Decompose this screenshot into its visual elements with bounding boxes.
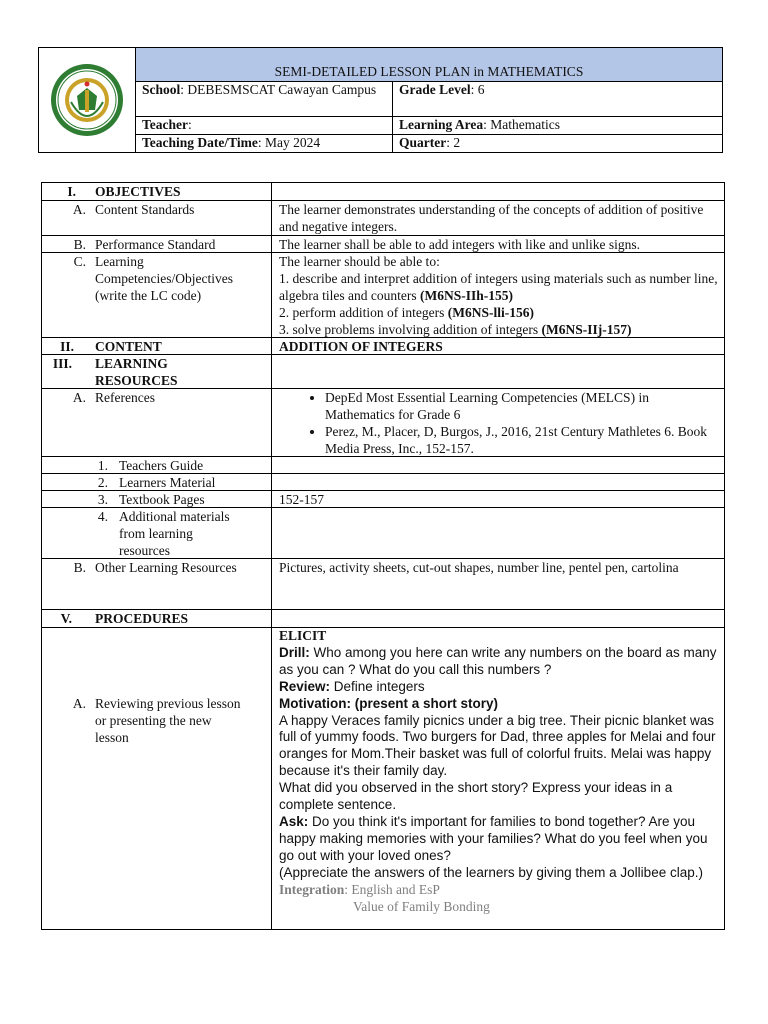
- competencies-intro: The learner should be able to:: [279, 254, 440, 269]
- learners-material-num: 2.: [97, 475, 108, 490]
- procedures-row: [42, 610, 724, 628]
- procedures-num: V.: [60, 611, 72, 626]
- content-standards-num: A.: [72, 202, 86, 217]
- integration-value: Value of Family Bonding: [353, 898, 490, 914]
- other-resources-row: [42, 559, 724, 610]
- objectives-title: OBJECTIVES: [95, 184, 181, 199]
- content-title: CONTENT: [95, 339, 162, 354]
- additional-label-1: Additional materials: [119, 509, 230, 524]
- resources-title-1: LEARNING: [95, 356, 168, 371]
- references-row: [42, 389, 724, 457]
- learning-resources-row: [42, 355, 724, 389]
- teacher-cell: [136, 117, 393, 135]
- resources-num: III.: [52, 356, 72, 371]
- competency-item-2: 2. perform addition of integers (M6NS-lli-156): [279, 305, 534, 320]
- additional-num: 4.: [97, 509, 108, 524]
- teacher-label: Teacher: [142, 117, 188, 132]
- procedures-title: PROCEDURES: [95, 611, 189, 626]
- additional-materials-row: [42, 508, 724, 559]
- performance-standard-text: The learner shall be able to add integers with like and unlike signs.: [279, 237, 641, 252]
- area-label: Learning Area: [399, 117, 484, 132]
- references-list: [279, 389, 719, 457]
- additional-label-3: resources: [119, 543, 170, 558]
- motivation-heading: Motivation: (present a short story): [279, 695, 499, 711]
- content-row: [42, 338, 724, 355]
- drill-label: Drill:: [279, 644, 310, 660]
- review-num: A.: [72, 696, 86, 711]
- references-label: References: [95, 390, 155, 405]
- header-title-cell: [136, 48, 722, 82]
- resources-title-2: RESOURCES: [95, 373, 178, 388]
- content-standards-label: Content Standards: [95, 202, 195, 217]
- ask-text: Do you think it's important for families to bond together? Are you happy making memories with your families? What do you feel when you go out with your loved ones?: [279, 813, 708, 863]
- date-value: : May 2024: [257, 135, 321, 150]
- review-lesson-row: [42, 628, 724, 929]
- textbook-label: Textbook Pages: [119, 492, 205, 507]
- teachers-guide-label: Teachers Guide: [119, 458, 204, 473]
- date-label: Teaching Date/Time: [142, 135, 258, 150]
- integration-line: [279, 882, 719, 899]
- content-text: ADDITION OF INTEGERS: [279, 339, 443, 354]
- competencies-label-1: Learning: [95, 254, 144, 269]
- date-cell: [136, 135, 393, 152]
- competencies-label-3: (write the LC code): [95, 288, 202, 303]
- review-label-2: or presenting the new: [95, 713, 212, 728]
- review-paragraph: [279, 679, 719, 696]
- competencies-label-2: Competencies/Objectives: [95, 271, 233, 286]
- performance-standard-row: [42, 236, 724, 253]
- references-num: A.: [72, 390, 86, 405]
- grade-label: Grade Level: [399, 82, 471, 97]
- quarter-cell: [393, 135, 722, 152]
- reference-item: • Perez, M., Placer, D, Burgos, J., 2016, 21st Century Mathletes 6. Book Media Press, Inc., 152-157.: [325, 423, 719, 457]
- ask-label: Ask:: [279, 813, 309, 829]
- review-label-1: Reviewing previous lesson: [95, 696, 241, 711]
- learners-material-label: Learners Material: [119, 475, 216, 490]
- integration-label: Integration: [279, 881, 345, 897]
- other-num: B.: [73, 560, 86, 575]
- school-value: : DEBESMSCAT Cawayan Campus: [180, 82, 377, 97]
- logo-cell: [39, 48, 136, 152]
- drill-text: Who among you here can write any numbers on the board as many as you can ? What do you call this numbers ?: [279, 644, 717, 677]
- content-standards-row: [42, 201, 724, 236]
- grade-cell: [393, 82, 722, 117]
- teacher-value: :: [188, 117, 192, 132]
- integration-text: : English and EsP: [344, 881, 440, 897]
- content-num: II.: [60, 339, 74, 354]
- textbook-pages-value: 152-157: [279, 492, 324, 507]
- reference-item: • DepEd Most Essential Learning Competencies (MELCS) in Mathematics for Grade 6: [325, 389, 719, 423]
- grade-value: : 6: [470, 82, 485, 97]
- review-text: Define integers: [330, 678, 425, 694]
- competency-item-1: 1. describe and interpret addition of integers using materials such as number line, algebra tiles and counters (M6NS-IIh-155): [279, 271, 718, 303]
- story-text: A happy Veraces family picnics under a big tree. Their picnic blanket was full of yummy foods. Two burgers for Dad, three apples for Melai and four oranges for Mom.Their basket was full of colorful fruits. Melai was happy because it's their family day.: [279, 712, 716, 779]
- competencies-row: [42, 253, 724, 338]
- performance-standard-num: B.: [73, 237, 86, 252]
- competency-code-3: (M6NS-IIj-157): [541, 322, 632, 337]
- drill-paragraph: [279, 645, 719, 679]
- school-seal-logo: [49, 62, 125, 138]
- area-cell: [393, 117, 722, 135]
- textbook-num: 3.: [97, 492, 108, 507]
- performance-standard-label: Performance Standard: [95, 237, 216, 252]
- appreciate-text: (Appreciate the answers of the learners by giving them a Jollibee clap.): [279, 864, 703, 880]
- area-value: : Mathematics: [483, 117, 560, 132]
- competencies-num: C.: [73, 254, 86, 269]
- school-cell: [136, 82, 393, 117]
- teachers-guide-row: [42, 457, 724, 474]
- additional-label-2: from learning: [119, 526, 193, 541]
- review-label-3: lesson: [95, 730, 129, 745]
- quarter-label: Quarter: [399, 135, 447, 150]
- story-question: What did you observed in the short story? Express your ideas in a complete sentence.: [279, 780, 673, 813]
- learners-material-row: [42, 474, 724, 491]
- other-label: Other Learning Resources: [95, 560, 237, 575]
- school-label: School: [142, 82, 181, 97]
- lesson-plan-header: [38, 47, 723, 153]
- quarter-value: : 2: [446, 135, 461, 150]
- competency-item-3: 3. solve problems involving addition of integers (M6NS-IIj-157): [279, 322, 632, 337]
- objectives-row: [42, 183, 724, 201]
- lesson-plan-table: [41, 182, 725, 930]
- elicit-heading: ELICIT: [279, 628, 327, 643]
- competency-code-1: (M6NS-IIh-155): [419, 288, 513, 303]
- content-standards-text: The learner demonstrates understanding of the concepts of addition of positive and negative integers.: [279, 202, 704, 234]
- other-resources-text: Pictures, activity sheets, cut-out shapes, number line, pentel pen, cartolina: [279, 560, 679, 575]
- ask-paragraph: [279, 814, 719, 865]
- textbook-pages-row: [42, 491, 724, 508]
- header-title: SEMI-DETAILED LESSON PLAN in MATHEMATICS: [274, 64, 584, 79]
- competency-code-2: (M6NS-lli-156): [447, 305, 534, 320]
- teachers-guide-num: 1.: [97, 458, 108, 473]
- objectives-num: I.: [67, 184, 76, 199]
- review-head: Review:: [279, 678, 331, 694]
